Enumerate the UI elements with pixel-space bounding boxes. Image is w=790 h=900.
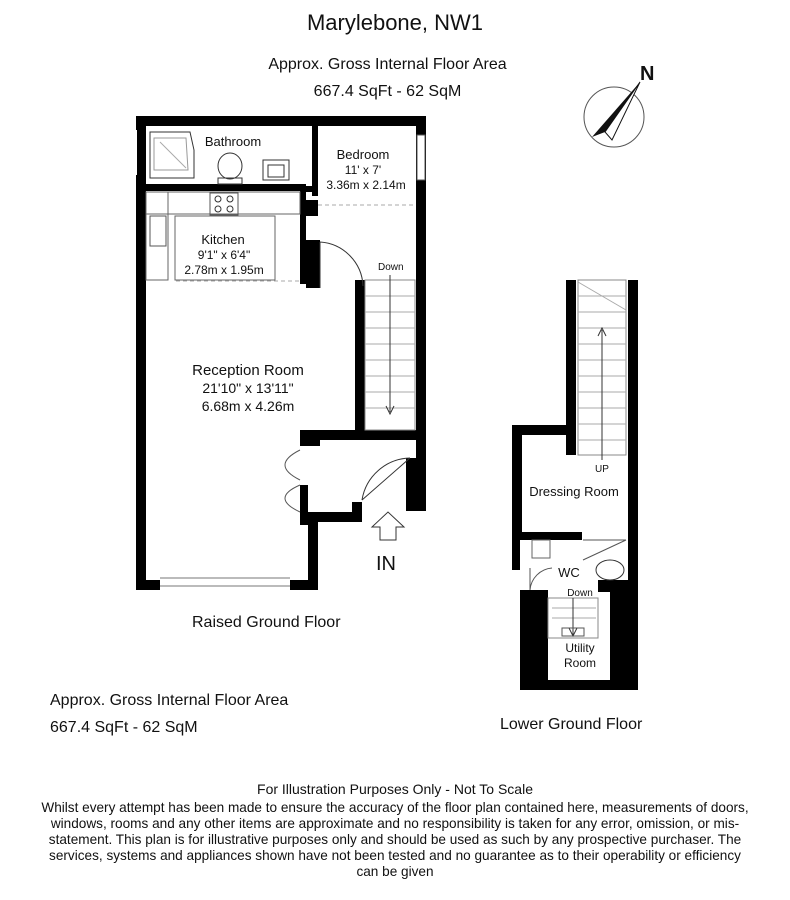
disclaimer-text: Whilst every attempt has been made to ensure the accuracy of the floor plan contained here, measurements of doors, windows, rooms and any other items are approximate and no responsibility is taken for any error, omission, or mis-statement. This plan is for illustrative purposes only and should be used as such by any prospective purchaser. The services, systems and appliances shown have not been tested and no guarantee as to their operability or efficiency can be given xyxy=(41,800,749,879)
dressing-room-label: Dressing Room xyxy=(529,484,619,499)
entrance-arrow-icon xyxy=(372,512,404,540)
kitchen-metric: 2.78m x 1.95m xyxy=(184,263,264,277)
compass-n-label: N xyxy=(640,63,655,85)
page-title: Marylebone, NW1 xyxy=(306,10,484,35)
reception-imperial: 21'10" x 13'11" xyxy=(202,380,294,396)
entrance-in-label: IN xyxy=(376,553,396,575)
bathroom-label: Bathroom xyxy=(204,134,262,149)
lower-ground-floor-label: Lower Ground Floor xyxy=(500,716,643,733)
bedroom-metric: 3.36m x 2.14m xyxy=(326,178,406,192)
utility-stairs-down-label: Down xyxy=(567,588,593,599)
area-value-top: 667.4 SqFt - 62 SqM xyxy=(313,83,462,100)
utility-label-line1: Utility xyxy=(565,641,595,655)
bedroom-label: Bedroom xyxy=(336,147,390,162)
kitchen-label: Kitchen xyxy=(201,232,245,247)
wc-label: WC xyxy=(558,565,580,580)
raised-ground-floor-label: Raised Ground Floor xyxy=(192,614,341,631)
area-value-bottom: 667.4 SqFt - 62 SqM xyxy=(50,719,198,736)
reception-label: Reception Room xyxy=(192,362,304,379)
lower-stairs-up-label: UP xyxy=(595,464,609,475)
stairs-down-label: Down xyxy=(378,262,404,273)
bedroom-imperial: 11' x 7' xyxy=(344,163,382,177)
disclaimer-heading: For Illustration Purposes Only - Not To Scale xyxy=(257,781,533,797)
area-heading-bottom: Approx. Gross Internal Floor Area xyxy=(50,692,289,709)
compass xyxy=(584,63,654,147)
reception-metric: 6.68m x 4.26m xyxy=(201,398,295,414)
utility-label-line2: Room xyxy=(563,656,597,670)
kitchen-imperial: 9'1" x 6'4" xyxy=(197,248,251,262)
area-heading-top: Approx. Gross Internal Floor Area xyxy=(268,56,507,73)
